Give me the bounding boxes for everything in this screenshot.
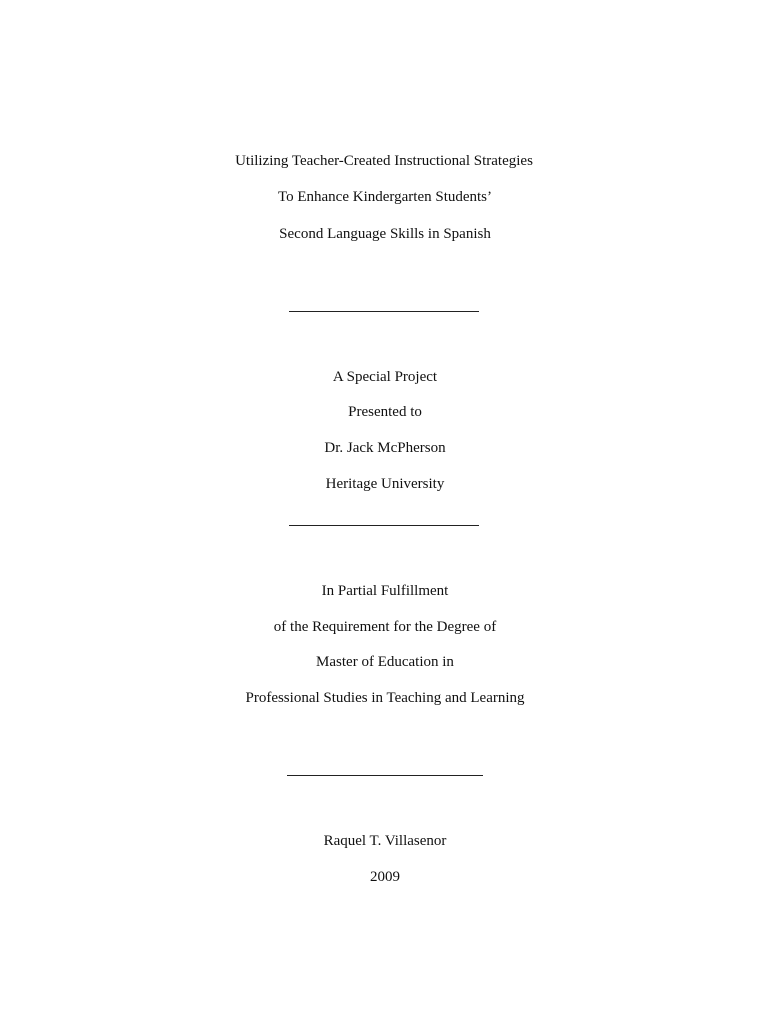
presented-to-line: Presented to	[348, 404, 422, 420]
project-type-line: A Special Project	[332, 369, 438, 385]
fulfillment-line-2: of the Requirement for the Degree of	[273, 619, 497, 635]
title-line-3: Second Language Skills in Spanish	[279, 226, 491, 242]
program-line: Professional Studies in Teaching and Learning	[245, 690, 525, 706]
advisor-name-line: Dr. Jack McPherson	[324, 440, 446, 456]
degree-line: Master of Education in	[316, 654, 454, 670]
author-name: Raquel T. Villasenor	[323, 833, 447, 849]
divider-rule-3	[287, 775, 483, 776]
divider-rule-2	[289, 525, 479, 526]
university-name-line: Heritage University	[325, 476, 445, 492]
title-line-2: To Enhance Kindergarten Students’	[277, 189, 493, 205]
fulfillment-line-1: In Partial Fulfillment	[321, 583, 449, 599]
title-line-1: Utilizing Teacher-Created Instructional Strategies	[235, 153, 533, 169]
year: 2009	[370, 869, 400, 885]
divider-rule-1	[289, 311, 479, 312]
